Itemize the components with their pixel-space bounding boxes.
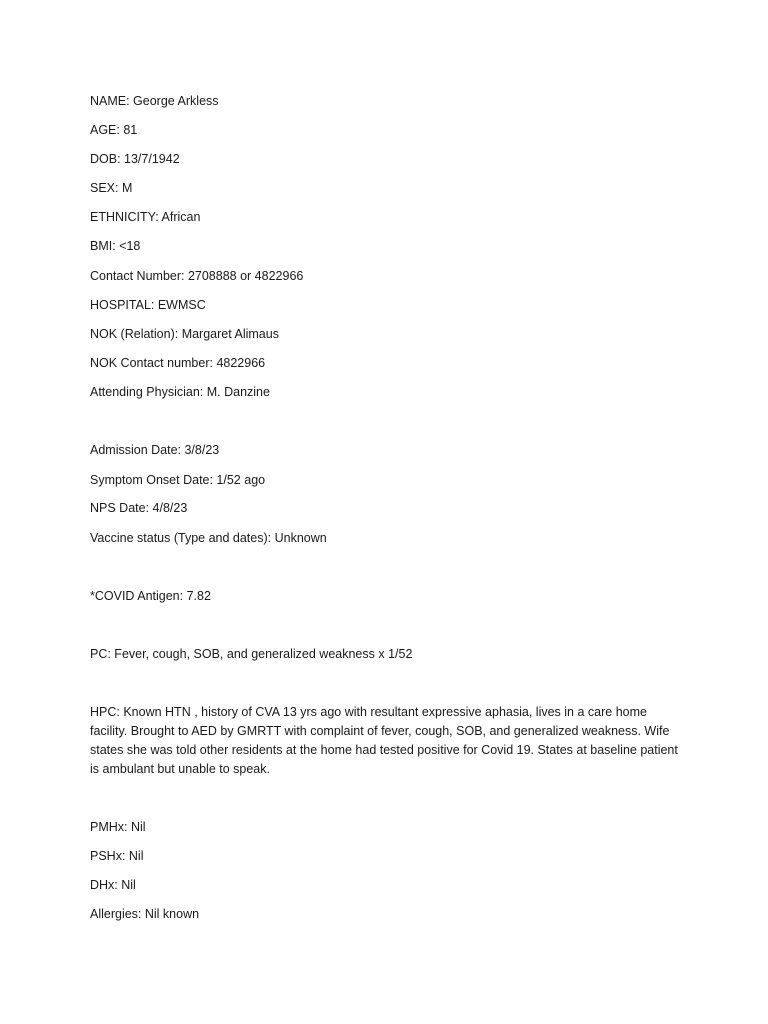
hospital: HOSPITAL: EWMSC	[90, 298, 206, 312]
admission-date: Admission Date: 3/8/23	[90, 443, 220, 457]
drug-history: DHx: Nil	[90, 878, 136, 892]
symptom-onset-date: Symptom Onset Date: 1/52 ago	[90, 473, 266, 487]
nok-contact-number: NOK Contact number: 4822966	[90, 356, 266, 370]
nok-relation: NOK (Relation): Margaret Alimaus	[90, 327, 279, 341]
contact-number: Contact Number: 2708888 or 4822966	[90, 269, 304, 283]
past-surgical-history: PSHx: Nil	[90, 849, 144, 863]
patient-age: AGE: 81	[90, 123, 138, 137]
covid-antigen: *COVID Antigen: 7.82	[90, 589, 211, 603]
nps-date: NPS Date: 4/8/23	[90, 501, 188, 515]
patient-dob: DOB: 13/7/1942	[90, 152, 180, 166]
patient-name: NAME: George Arkless	[90, 94, 219, 108]
patient-bmi: BMI: <18	[90, 239, 141, 253]
patient-sex: SEX: M	[90, 181, 133, 195]
history-presenting-complaint: HPC: Known HTN , history of CVA 13 yrs ago with resultant expressive aphasia, lives in a care home facility. Brought to AED by GMRTT with complaint of fever, cough, SOB, and generalized weakness. Wife states she was told other residents at the home had tested positive for Covid 19. States at baseline patient is ambulant but unable to speak.	[90, 705, 678, 776]
patient-ethnicity: ETHNICITY: African	[90, 210, 201, 224]
vaccine-status: Vaccine status (Type and dates): Unknown	[90, 531, 327, 545]
attending-physician: Attending Physician: M. Danzine	[90, 385, 270, 399]
past-medical-history: PMHx: Nil	[90, 820, 146, 834]
allergies: Allergies: Nil known	[90, 907, 200, 921]
presenting-complaint: PC: Fever, cough, SOB, and generalized weakness x 1/52	[90, 647, 413, 661]
